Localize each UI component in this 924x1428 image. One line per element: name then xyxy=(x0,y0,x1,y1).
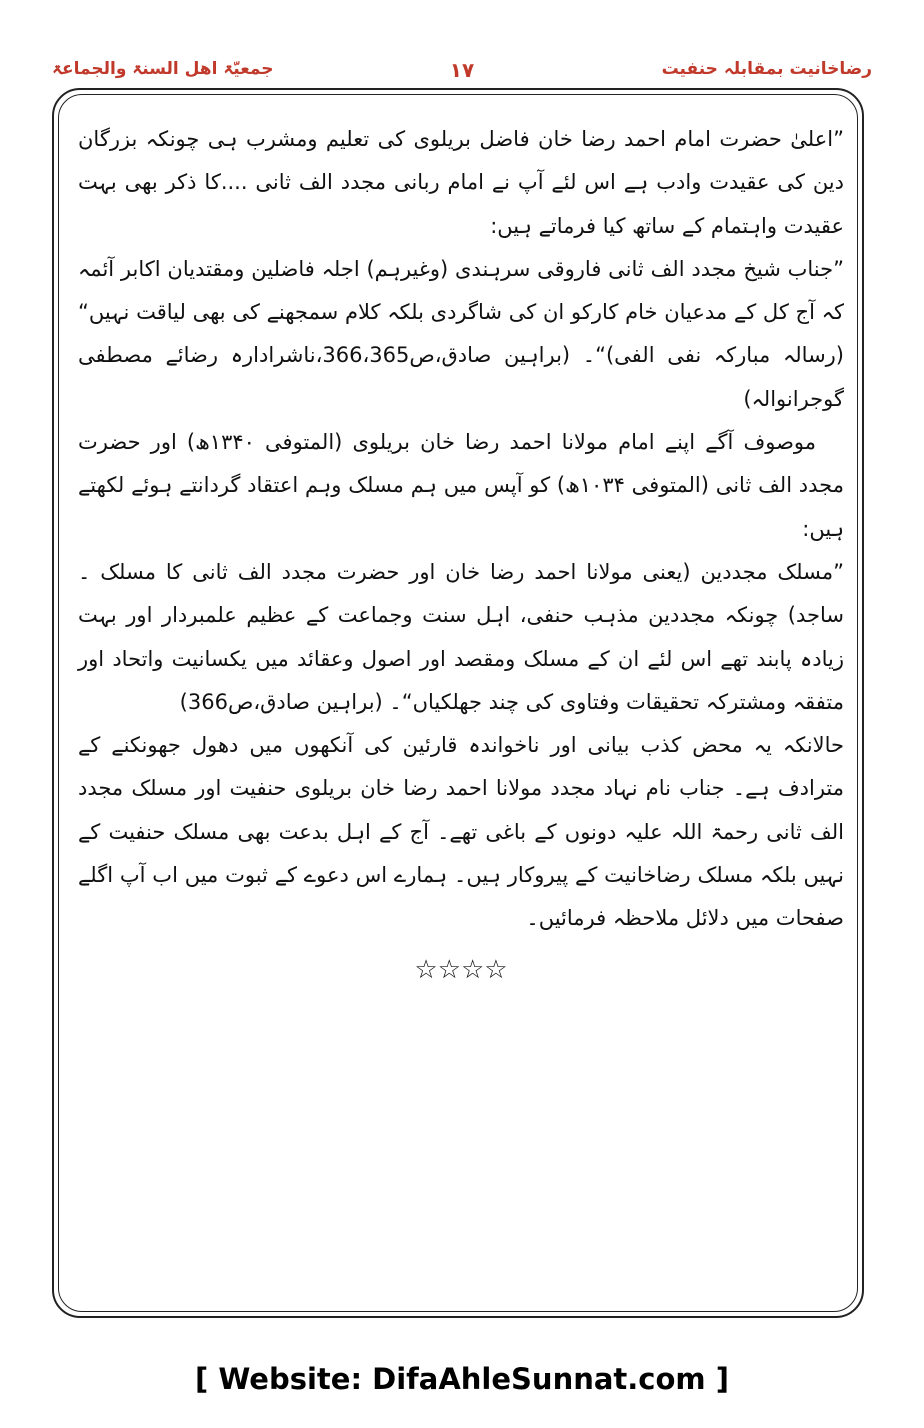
paragraph-quote-maslak: ”مسلک مجددین (یعنی مولانا احمد رضا خان اور حضرت مجدد الف ثانی کا مسلک ۔ساجد) چونکہ مجددین مذہب حنفی، اہل سنت وجماعت کے عظیم علمبردار اور بہت زیادہ پابند تھے اس لئے ان کے مسلک ومقصد اور اصول وعقائد میں یکسانیت واتحاد اور متفقہ ومشترکہ تحقیقات وفتاوی کی چند جھلکیاں“۔ (براہین صادق،ص366) xyxy=(78,559,844,714)
page-header xyxy=(52,58,872,88)
paragraph-author-note: موصوف آگے اپنے امام مولانا احمد رضا خان بریلوی (المتوفی ۱۳۴۰ھ) اور حضرت مجدد الف ثانی (المتوفی ۱۰۳۴ھ) کو آپس میں ہم مسلک وہم اعتقاد گردانتے ہوئے لکھتے ہیں: xyxy=(78,430,844,541)
header-book-title: رضاخانیت بمقابلہ حنفیت xyxy=(661,59,872,79)
header-organization: جمعیّۃ اھل السنۃ والجماعۃ xyxy=(52,59,274,79)
paragraph-quote-intro: ”اعلیٰ حضرت امام احمد رضا خان فاضل بریلوی کی تعلیم ومشرب ہی چونکہ بزرگان دین کی عقیدت وادب ہے اس لئے آپ نے امام ربانی مجدد الف ثانی ....کا ذکر بھی بہت عقیدت واہتمام کے ساتھ کیا فرماتے ہیں: xyxy=(78,127,844,238)
paragraph-quote-shaikh: ”جناب شیخ مجدد الف ثانی فاروقی سرہندی (وغیرہم) اجلہ فاضلین ومقتدیان اکابر آئمہ کہ آج کل کے مدعیان خام کارکو ان کی شاگردی بلکہ کلام سمجھنے کی بھی لیاقت نہیں“ (رسالہ مبارکہ نفی الفی)“۔ (براہین صادق،ص366،365،ناشرادارہ رضائے مصطفی گوجرانوالہ) xyxy=(78,256,844,411)
page-number: ۱۷ xyxy=(449,58,475,82)
paragraph-rebuttal: حالانکہ یہ محض کذب بیانی اور ناخواندہ قارئین کی آنکھوں میں دھول جھونکنے کے مترادف ہے۔ جناب نام نہاد مجدد مولانا احمد رضا خان بریلوی حنفیت اور مسلک مجدد الف ثانی رحمۃ اللہ علیہ دونوں کے باغی تھے۔ آج کے اہل بدعت بھی مسلک حنفیت کے نہیں بلکہ مسلک رضاخانیت کے پیروکار ہیں۔ ہمارے اس دعوے کے ثبوت میں اب آپ اگلے صفحات میں دلائل ملاحظہ فرمائیں۔ xyxy=(78,733,844,931)
website-footer: [ Website: DifaAhleSunnat.com ] xyxy=(194,1362,729,1396)
page-body xyxy=(78,118,844,992)
section-divider-stars: ☆☆☆☆ xyxy=(414,954,508,985)
